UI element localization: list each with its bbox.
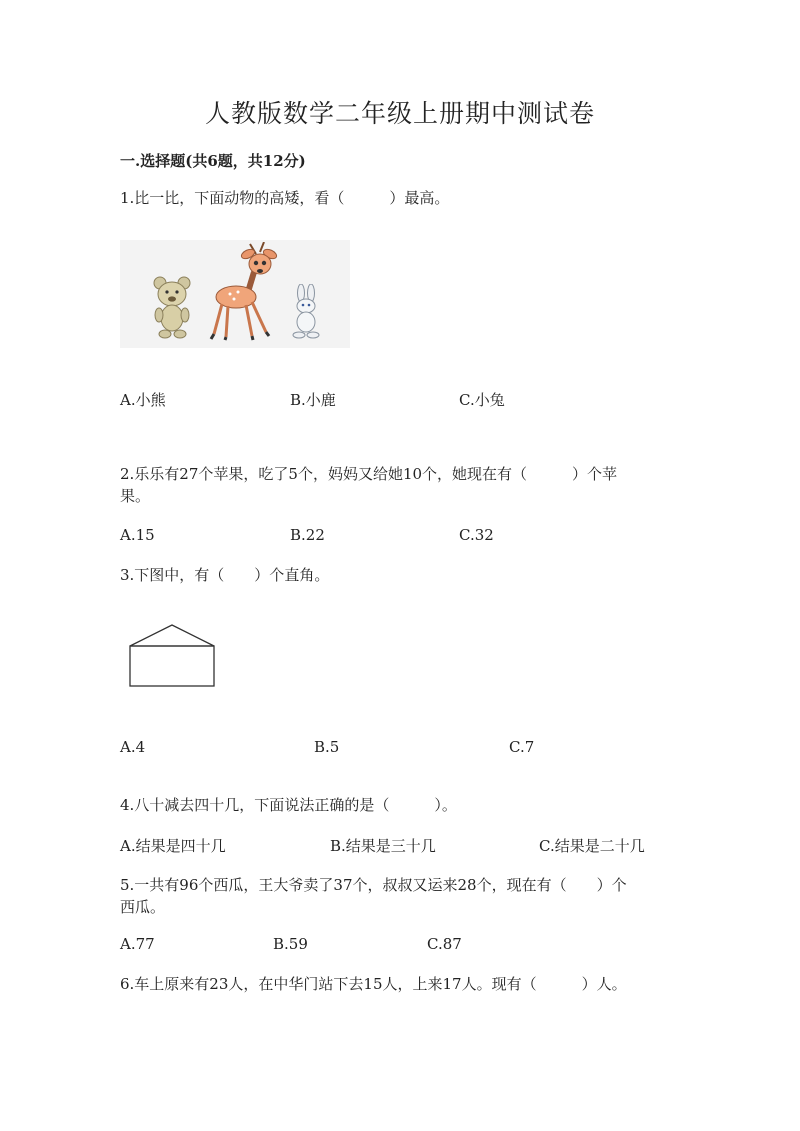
question-2-text: 2.乐乐有27个苹果，吃了5个，妈妈又给她10个，她现在有（ ）个苹 [120,465,618,483]
question-5-option-b[interactable]: B.59 [273,935,308,953]
question-4-option-c[interactable]: C.结果是二十几 [539,837,645,855]
question-2-option-c[interactable]: C.32 [459,526,494,544]
question-5-text: 5.一共有96个西瓜，王大爷卖了37个，叔叔又运来28个，现在有（ ）个 [120,876,627,894]
bear-icon [148,274,198,340]
question-5-option-c[interactable]: C.87 [427,935,462,953]
question-4-text: 4.八十减去四十几，下面说法正确的是（ ）。 [120,796,457,814]
question-3-option-b[interactable]: B.5 [314,738,340,756]
question-5-option-a[interactable]: A.77 [120,935,155,953]
question-3-option-c[interactable]: C.7 [509,738,535,756]
question-4-option-b[interactable]: B.结果是三十几 [330,837,436,855]
deer-icon [208,242,283,342]
page-title: 人教版数学二年级上册期中测试卷 [204,99,595,128]
question-1-text: 1.比一比，下面动物的高矮，看（ ）最高。 [120,189,450,207]
question-2-option-a[interactable]: A.15 [120,526,155,544]
rabbit-icon [286,284,326,340]
question-1-option-c[interactable]: C.小兔 [459,391,505,409]
house-shape-figure [126,622,218,690]
question-1-option-b[interactable]: B.小鹿 [290,391,336,409]
animals-image [120,240,350,348]
question-1-option-a[interactable]: A.小熊 [120,391,166,409]
section-heading: 一.选择题(共6题，共12分) [120,152,306,170]
question-3-option-a[interactable]: A.4 [120,738,146,756]
question-2-text-continued: 果。 [120,487,151,505]
question-6-text: 6.车上原来有23人，在中华门站下去15人，上来17人。现有（ ）人。 [120,975,627,993]
question-4-option-a[interactable]: A.结果是四十几 [120,837,226,855]
question-3-text: 3.下图中，有（ ）个直角。 [120,566,330,584]
question-5-text-continued: 西瓜。 [120,898,166,916]
question-2-option-b[interactable]: B.22 [290,526,325,544]
